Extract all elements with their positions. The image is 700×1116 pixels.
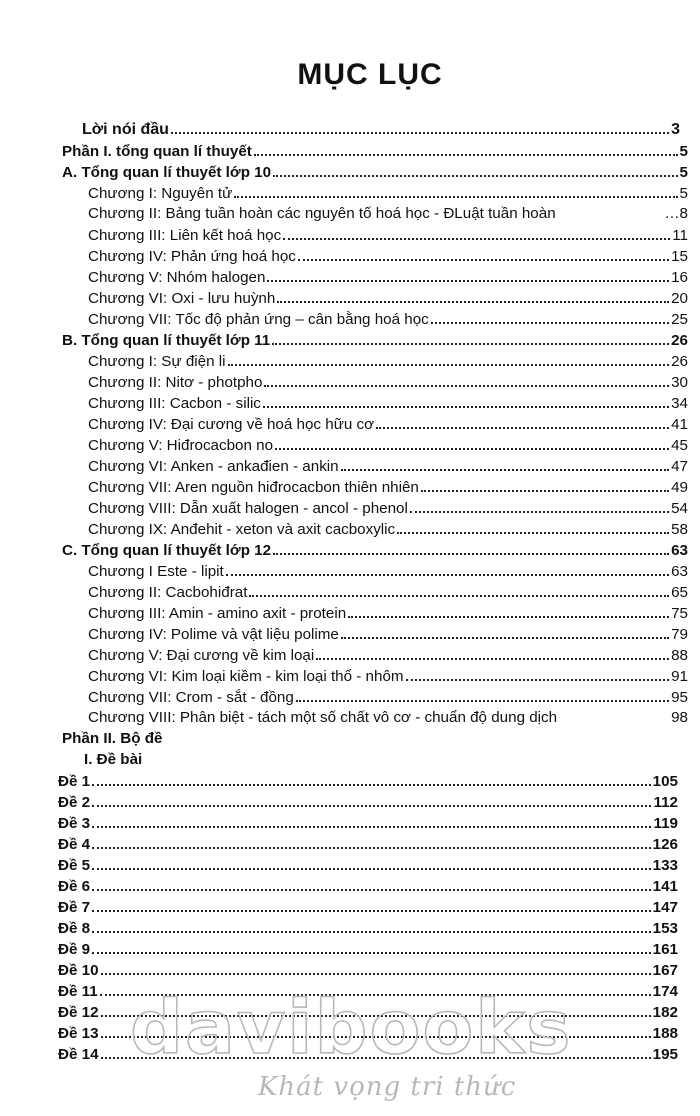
watermark-brand: davibooks xyxy=(130,985,573,1071)
toc-entry xyxy=(0,203,700,224)
toc-entry-label: Chương V: Đại cương về kim loại xyxy=(88,647,315,664)
toc-entry-page-number: 95 xyxy=(671,689,688,706)
toc-entry-label: Đề 5 xyxy=(58,857,91,874)
dot-leader xyxy=(273,539,669,555)
toc-entry-page-number: 119 xyxy=(653,815,678,832)
toc-entry-label: Chương VI: Anken - ankađien - ankin xyxy=(88,458,339,475)
toc-entry xyxy=(0,875,700,896)
toc-entry-label: Chương V: Nhóm halogen xyxy=(88,269,266,286)
toc-entry-label: Chương VI: Kim loại kiềm - kim loại thổ - nhôm xyxy=(88,668,404,685)
toc-entry xyxy=(0,245,700,266)
toc-entry-page-number: 105 xyxy=(652,773,678,790)
toc-entry-page-number: 182 xyxy=(652,1004,678,1021)
toc-entry-label: Đề 14 xyxy=(58,1046,99,1063)
toc-entry-label: Chương II: Cacbohiđrat xyxy=(88,584,248,601)
toc-entry-label: Đề 6 xyxy=(58,878,91,895)
toc-entry xyxy=(0,791,700,812)
toc-entry-page-number: 88 xyxy=(671,647,688,664)
dot-leader xyxy=(92,770,651,786)
toc-entry xyxy=(0,434,700,455)
toc-entry-page-number: 91 xyxy=(671,668,688,685)
toc-entry xyxy=(0,749,700,770)
toc-entry-page-number: 16 xyxy=(671,269,688,286)
toc-entry-page-number: 54 xyxy=(671,500,688,517)
dot-leader xyxy=(228,350,670,366)
toc-entry-page-number: 79 xyxy=(671,626,688,643)
toc-entry-label: Chương VII: Tốc độ phản ứng – cân bằng hoá học xyxy=(88,311,429,328)
toc-entry xyxy=(0,770,700,791)
toc-entry-page-number: 153 xyxy=(652,920,678,937)
toc-entry-label: Chương VII: Crom - sắt - đồng xyxy=(88,689,294,706)
dot-leader xyxy=(406,665,670,681)
toc-entry-page-number: 15 xyxy=(671,248,688,265)
dot-leader xyxy=(92,854,651,870)
dot-leader xyxy=(226,560,669,576)
dot-leader xyxy=(298,245,669,261)
toc-entry-page-number: 126 xyxy=(652,836,678,853)
toc-entry-page-number: 195 xyxy=(652,1046,678,1063)
dot-leader xyxy=(421,476,669,492)
dot-leader xyxy=(397,518,669,534)
toc-entry xyxy=(0,140,700,161)
toc-entry xyxy=(0,644,700,665)
toc-entry xyxy=(0,917,700,938)
toc-entry-label: Chương I Este - lipit xyxy=(88,563,224,580)
toc-entry xyxy=(0,224,700,245)
toc-entry-page-number: 112 xyxy=(653,794,678,811)
toc-entry-label: Đề 11 xyxy=(58,983,98,1000)
toc-entry-page-number: 167 xyxy=(652,962,678,979)
toc-entry-page-number: 26 xyxy=(671,332,688,349)
toc-entry-label: Đề 2 xyxy=(58,794,91,811)
dot-leader xyxy=(431,308,669,324)
toc-entry-label: Chương VII: Aren nguồn hiđrocacbon thiên nhiên xyxy=(88,479,419,496)
toc-entry-label: Chương I: Nguyên tử xyxy=(88,185,233,202)
toc-entry-label: Đề 4 xyxy=(58,836,91,853)
toc-entry-label: Đề 9 xyxy=(58,941,91,958)
toc-entry-label: C. Tổng quan lí thuyết lớp 12 xyxy=(62,542,272,559)
toc-entry-page-number: 58 xyxy=(671,521,688,538)
toc-entry xyxy=(0,329,700,350)
dot-leader xyxy=(92,917,651,933)
toc-entry-label: Chương VI: Oxi - lưu huỳnh xyxy=(88,290,276,307)
dot-leader xyxy=(101,959,651,975)
toc-entry-page-number: 30 xyxy=(671,374,688,391)
toc-entry-label: Chương II: Bảng tuần hoàn các nguyên tố hoá học - ĐLuật tuần hoàn xyxy=(88,205,556,222)
dot-leader xyxy=(558,204,663,218)
toc-entry-page-number: 63 xyxy=(671,563,688,580)
toc-entry xyxy=(0,938,700,959)
toc-entry xyxy=(0,812,700,833)
toc-entry xyxy=(0,118,700,140)
toc-entry xyxy=(0,959,700,980)
dot-leader xyxy=(164,729,686,743)
toc-entry-page-number: 26 xyxy=(671,353,688,370)
toc-entry xyxy=(0,182,700,203)
toc-entry xyxy=(0,539,700,560)
toc-entry-page-number: 5 xyxy=(679,185,688,202)
toc-entry xyxy=(0,455,700,476)
toc-entry-page-number: 98 xyxy=(671,709,688,726)
toc-entry-page-number: 147 xyxy=(652,899,678,916)
dot-leader xyxy=(92,875,651,891)
toc-entry-page-number: 75 xyxy=(671,605,688,622)
dot-leader xyxy=(283,224,670,240)
toc-entry xyxy=(0,392,700,413)
dot-leader xyxy=(249,581,669,597)
page-title: MỤC LỤC xyxy=(297,58,443,91)
toc-entry-page-number: 188 xyxy=(652,1025,678,1042)
toc-entry-label: Chương VIII: Phân biệt - tách một số chất vô cơ - chuẩn độ dung dịch xyxy=(88,709,558,726)
toc-entry-label: Phần I. tổng quan lí thuyết xyxy=(62,143,252,160)
table-of-contents xyxy=(0,118,700,1064)
toc-entry-label: Chương IV: Đại cương về hoá học hữu cơ xyxy=(88,416,375,433)
toc-entry-label: Chương IX: Anđehit - xeton và axit cacboxylic xyxy=(88,521,396,538)
toc-entry xyxy=(0,665,700,686)
toc-entry xyxy=(0,497,700,518)
toc-entry-page-number: 161 xyxy=(652,941,678,958)
dot-leader xyxy=(376,413,669,429)
dot-leader xyxy=(92,896,651,912)
toc-entry-label: Chương IV: Polime và vật liệu polime xyxy=(88,626,339,643)
dot-leader xyxy=(273,161,677,177)
toc-entry xyxy=(0,266,700,287)
toc-entry-page-number: … 8 xyxy=(664,203,688,224)
dot-leader xyxy=(92,791,651,807)
toc-entry-page-number: 45 xyxy=(671,437,688,454)
toc-entry xyxy=(0,476,700,497)
toc-entry-page-number: 41 xyxy=(671,416,688,433)
toc-entry-page-number: 63 xyxy=(671,542,688,559)
toc-entry-label: Phần II. Bộ đề xyxy=(62,730,163,747)
dot-leader xyxy=(92,833,651,849)
dot-leader xyxy=(234,182,677,198)
toc-entry-label: Đề 13 xyxy=(58,1025,99,1042)
toc-entry xyxy=(0,623,700,644)
dot-leader xyxy=(263,392,669,408)
toc-entry-page-number: 133 xyxy=(652,857,678,874)
toc-entry-page-number: 5 xyxy=(679,143,688,160)
toc-entry-page-number: 141 xyxy=(652,878,678,895)
toc-entry-page-number: 65 xyxy=(671,584,688,601)
toc-entry xyxy=(0,602,700,623)
dot-leader xyxy=(264,371,669,387)
toc-entry-label: Đề 3 xyxy=(58,815,91,832)
toc-entry xyxy=(0,518,700,539)
dot-leader xyxy=(144,750,676,764)
toc-entry-label: B. Tổng quan lí thuyết lớp 11 xyxy=(62,332,271,349)
toc-entry xyxy=(0,287,700,308)
dot-leader xyxy=(348,602,669,618)
dot-leader xyxy=(92,812,651,828)
toc-entry-label: Đề 8 xyxy=(58,920,91,937)
toc-entry-page-number: 34 xyxy=(671,395,688,412)
toc-entry-label: Lời nói đầu xyxy=(82,121,169,138)
dot-leader xyxy=(254,140,678,156)
toc-entry-label: Chương VIII: Dẫn xuất halogen - ancol - phenol xyxy=(88,500,408,517)
toc-entry xyxy=(0,581,700,602)
dot-leader xyxy=(316,644,669,660)
toc-entry-label: I. Đề bài xyxy=(84,751,143,768)
toc-entry-page-number: 11 xyxy=(672,227,688,244)
toc-entry-page-number: 47 xyxy=(671,458,688,475)
toc-entry-page-number: 5 xyxy=(679,164,688,181)
toc-entry-label: Chương III: Liên kết hoá học xyxy=(88,227,282,244)
toc-entry-label: Chương III: Amin - amino axit - protein xyxy=(88,605,347,622)
toc-entry-label: Chương III: Cacbon - silic xyxy=(88,395,261,412)
toc-entry xyxy=(0,728,700,749)
watermark-slogan: Khát vọng tri thức xyxy=(258,1072,517,1102)
dot-leader xyxy=(341,623,669,639)
dot-leader xyxy=(267,266,669,282)
dot-leader xyxy=(275,434,669,450)
toc-entry xyxy=(0,350,700,371)
dot-leader xyxy=(277,287,669,303)
dot-leader xyxy=(296,686,669,702)
toc-entry xyxy=(0,686,700,707)
dot-leader xyxy=(559,708,669,722)
toc-entry-page-number: 3 xyxy=(671,121,680,138)
toc-entry xyxy=(0,413,700,434)
toc-entry-label: Chương I: Sự điện li xyxy=(88,353,226,370)
dot-leader xyxy=(272,329,669,345)
toc-entry-label: Đề 1 xyxy=(58,773,91,790)
toc-entry-page-number: 25 xyxy=(671,311,688,328)
dot-leader xyxy=(341,455,669,471)
toc-entry-label: Đề 12 xyxy=(58,1004,99,1021)
toc-entry-label: Đề 7 xyxy=(58,899,91,916)
toc-entry xyxy=(0,308,700,329)
toc-entry xyxy=(0,854,700,875)
toc-entry xyxy=(0,896,700,917)
toc-entry xyxy=(0,833,700,854)
dot-leader xyxy=(410,497,669,513)
toc-entry xyxy=(0,707,700,728)
dot-leader xyxy=(171,118,669,134)
toc-entry-label: Chương IV: Phản ứng hoá học xyxy=(88,248,296,265)
toc-entry-page-number: 20 xyxy=(671,290,688,307)
toc-entry-page-number: 174 xyxy=(652,983,678,1000)
toc-entry-label: Chương V: Hiđrocacbon no xyxy=(88,437,274,454)
toc-entry xyxy=(0,371,700,392)
dot-leader xyxy=(92,938,651,954)
toc-entry-label: Đề 10 xyxy=(58,962,99,979)
toc-entry xyxy=(0,161,700,182)
toc-entry-page-number: 49 xyxy=(671,479,688,496)
toc-entry-label: Chương II: Nitơ - photpho xyxy=(88,374,263,391)
toc-entry-label: A. Tổng quan lí thuyết lớp 10 xyxy=(62,164,272,181)
toc-entry xyxy=(0,560,700,581)
